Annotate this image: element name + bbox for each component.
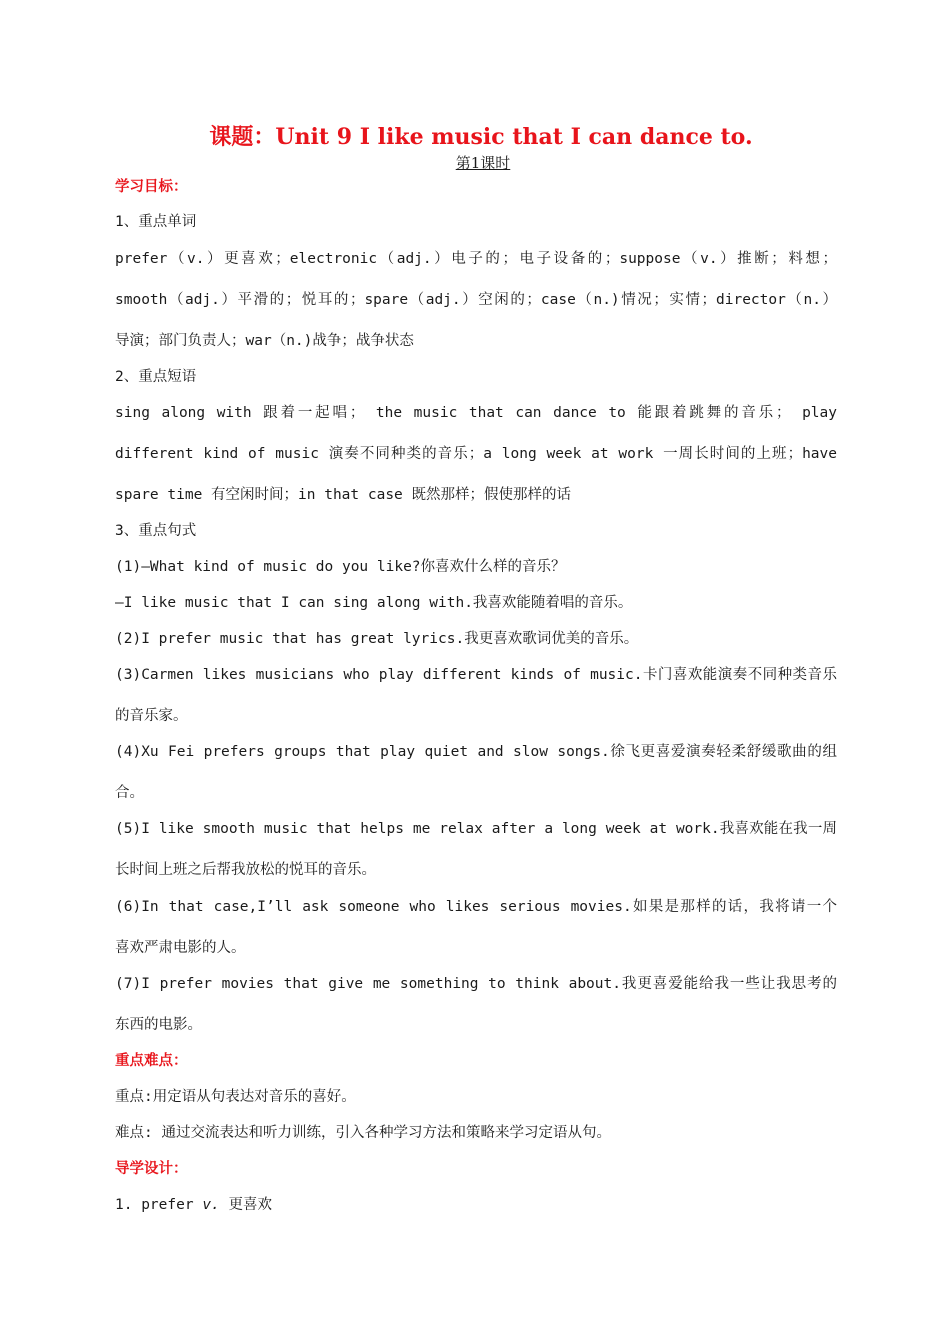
sentence-line: (1)—What kind of music do you like?你喜欢什么样的音乐？ [115,559,566,575]
sentence-line: (3)Carmen likes musicians who play different kinds of music.卡门喜欢能演奏不同种类音乐 [115,667,837,683]
sentences-heading: 3、重点句式 [115,523,197,539]
sentence-line: 长时间上班之后帮我放松的悦耳的音乐。 [115,862,376,878]
phrase-line: different kind of music 演奏不同种类的音乐；a long week at work 一周长时间的上班；have [115,446,837,462]
sentence-line: (5)I like smooth music that helps me relax after a long week at work.我喜欢能在我一周 [115,821,837,837]
vocab-heading: 1、重点单词 [115,214,197,230]
learning-goals-heading: 学习目标： [115,179,188,195]
vocab-line: 导演；部门负责人；war（n.)战争；战争状态 [115,333,414,349]
sentence-line: 喜欢严肃电影的人。 [115,940,246,956]
phrases-heading: 2、重点短语 [115,369,197,385]
sentence-line: (2)I prefer music that has great lyrics.我更喜欢歌词优美的音乐。 [115,631,639,647]
sentence-line: 的音乐家。 [115,708,188,724]
sentence-line: —I like music that I can sing along with.我喜欢能随着唱的音乐。 [115,595,633,611]
focus-point: 重点:用定语从句表达对音乐的喜好。 [115,1089,356,1105]
item-meaning: 更喜欢 [228,1197,273,1213]
phrase-line: spare time 有空闲时间；in that case 既然那样；假使那样的话 [115,487,572,503]
sentence-line: 合。 [115,785,144,801]
guided-design-item [115,1194,837,1216]
item-part-of-speech: v. [202,1197,220,1213]
sentence-line: 东西的电影。 [115,1017,202,1033]
item-word: 1. prefer [115,1197,194,1213]
phrase-line: sing along with 跟着一起唱； the music that can dance to 能跟着跳舞的音乐； play [115,405,837,421]
key-points-heading: 重点难点： [115,1053,188,1069]
guided-design-heading: 导学设计： [115,1161,188,1177]
sentence-line: (6)In that case,I’ll ask someone who likes serious movies.如果是那样的话，我将请一个 [115,899,837,915]
sentence-line: (7)I prefer movies that give me something to think about.我更喜爱能给我一些让我思考的 [115,976,837,992]
sentence-line: (4)Xu Fei prefers groups that play quiet and slow songs.徐飞更喜爱演奏轻柔舒缓歌曲的组 [115,744,837,760]
lesson-period: 第1课时 [455,154,511,172]
difficulty-point: 难点: 通过交流表达和听力训练，引入各种学习方法和策略来学习定语从句。 [115,1125,611,1141]
vocab-line: prefer（v.）更喜欢；electronic（adj.）电子的；电子设备的；suppose（v.）推断；料想； [115,251,837,267]
page-title: 课题：Unit 9 I like music that I can dance to. [209,124,753,150]
vocab-line: smooth（adj.）平滑的；悦耳的；spare（adj.）空闲的；case（n.)情况；实情；director（n.） [115,292,837,308]
